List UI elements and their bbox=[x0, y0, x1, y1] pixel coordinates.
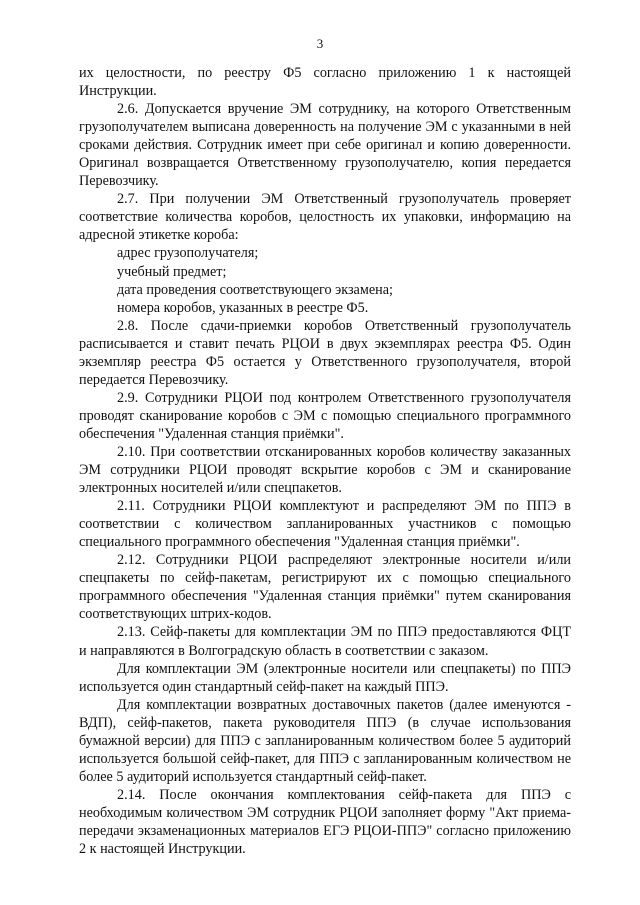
document-body bbox=[79, 64, 571, 858]
paragraph-2-7: 2.7. При получении ЭМ Ответственный грузополучатель проверяет соответствие количества коробов, целостность их упаковки, информацию на адресной этикетке короба: bbox=[79, 191, 571, 244]
list-item-box-numbers: номера коробов, указанных в реестре Ф5. bbox=[117, 299, 369, 316]
paragraph-continuation: их целостности, по реестру Ф5 согласно приложению 1 к настоящей Инструкции. bbox=[79, 65, 571, 100]
paragraph-2-10: 2.10. При соответствии отсканированных коробов количеству заказанных ЭМ сотрудники РЦОИ проводят вскрытие коробов с ЭМ и сканирование электронных носителей и/или спецпакетов. bbox=[79, 443, 571, 497]
page-number: 3 bbox=[316, 36, 324, 51]
paragraph-2-14: 2.14. После окончания комплектования сейф-пакета для ППЭ с необходимым количеством ЭМ сотрудник РЦОИ заполняет форму "Акт приема-передачи экзаменационных материалов ЕГЭ РЦОИ-ППЭ" согласно приложению 2 к настоящей Инструкции. bbox=[79, 786, 571, 858]
paragraph-2-13-large-safe-bag: Для комплектации возвратных доставочных пакетов (далее именуются - ВДП), сейф-пакетов, пакета руководителя ППЭ (в случае использования бумажной версии) для ППЭ с запланированным количеством более 5 аудиторий используется большой сейф-пакет, для ППЭ с запланированным количеством не более 5 аудиторий используется стандартный сейф-пакет. bbox=[79, 696, 571, 785]
paragraph-2-11: 2.11. Сотрудники РЦОИ комплектуют и распределяют ЭМ по ППЭ в соответствии с количеством запланированных участников с помощью специального программного обеспечения "Удаленная станция приёмки". bbox=[79, 498, 571, 551]
paragraph-2-9: 2.9. Сотрудники РЦОИ под контролем Ответственного грузополучателя проводят сканирование коробов с ЭМ с помощью специального программного обеспечения "Удаленная станция приёмки". bbox=[79, 389, 571, 442]
paragraph-2-13: 2.13. Сейф-пакеты для комплектации ЭМ по ППЭ предоставляются ФЦТ и направляются в Волгоградскую область в соответствии с заказом. bbox=[79, 624, 571, 659]
list-item-subject: учебный предмет; bbox=[117, 263, 227, 280]
paragraph-2-13-standard-safe-bag: Для комплектации ЭМ (электронные носители или спецпакеты) по ППЭ используется один стандартный сейф-пакет на каждый ППЭ. bbox=[79, 660, 571, 695]
paragraph-2-6: 2.6. Допускается вручение ЭМ сотруднику, на которого Ответственным грузополучателем выписана доверенность на получение ЭМ с указанными в ней сроками действия. Сотрудник имеет при себе оригинал и копию доверенности. Оригинал возвращается Ответственному грузополучателю, копия передается Перевозчику. bbox=[79, 101, 571, 190]
list-item-address: адрес грузополучателя; bbox=[117, 245, 259, 262]
paragraph-2-8: 2.8. После сдачи-приемки коробов Ответственный грузополучатель расписывается и ставит печать РЦОИ в двух экземплярах реестра Ф5. Один экземпляр реестра Ф5 остается у Ответственного грузополучателя, второй передается Перевозчику. bbox=[79, 317, 571, 388]
list-item-exam-date: дата проведения соответствующего экзамена; bbox=[117, 281, 393, 298]
paragraph-2-12: 2.12. Сотрудники РЦОИ распределяют электронные носители и/или спецпакеты по сейф-пакетам, регистрируют их с помощью специального программного обеспечения "Удаленная станция приёмки" путем сканирования соответствующих штрих-кодов. bbox=[79, 552, 571, 623]
